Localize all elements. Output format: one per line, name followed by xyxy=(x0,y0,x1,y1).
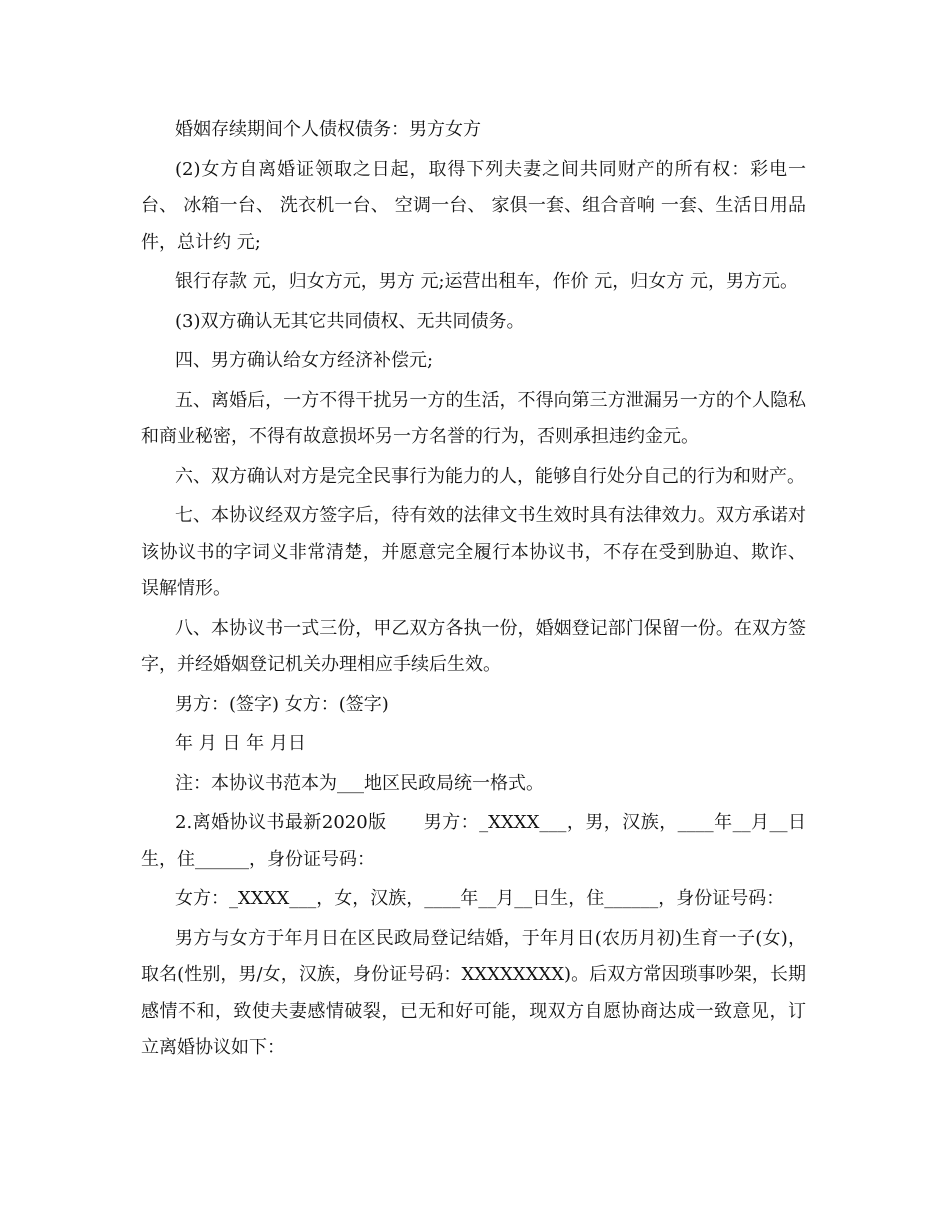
paragraph-shared-property: (2)女方自离婚证领取之日起，取得下列夫妻之间共同财产的所有权：彩电一台、 冰箱一台、 洗衣机一台、 空调一台、 家俱一套、组合音响 一套、生活日用品 件，总计约 元; xyxy=(141,158,812,253)
paragraph-clause-seven: 七、本协议经双方签字后，待有效的法律文书生效时具有法律效力。双方承诺对该协议书的字词义非常清楚，并愿意完全履行本协议书，不存在受到胁迫、欺诈、误解情形。 xyxy=(141,505,806,599)
paragraph-bank-deposits: 银行存款 元，归女方元，男方 元;运营出租车，作价 元，归女方 元，男方元。 xyxy=(175,271,798,292)
paragraph-clause-six: 六、双方确认对方是完全民事行为能力的人，能够自行处分自己的行为和财产。 xyxy=(175,465,805,487)
document-body xyxy=(141,112,812,1070)
paragraph-clause-four: 四、男方确认给女方经济补偿元; xyxy=(175,350,434,371)
date-line: 年 月 日 年 月日 xyxy=(175,733,306,754)
signature-line: 男方：(签字) 女方：(签字) xyxy=(175,693,389,715)
paragraph-marriage-background: 男方与女方于年月日在区民政局登记结婚，于年月日(农历月初)生育一子(女)，取名(性别，男/女，汉族，身份证号码：XXXXXXXX)。后双方常因琐事吵架，长期感情不和，致使夫妻感情破裂，已无和好可能，现双方自愿协商达成一致意见，订立离婚协议如下： xyxy=(141,927,806,1058)
paragraph-clause-eight: 八、本协议书一式三份，甲乙双方各执一份，婚姻登记部门保留一份。在双方签字，并经婚姻登记机关办理相应手续后生效。 xyxy=(141,617,806,675)
paragraph-personal-debts: 婚姻存续期间个人债权债务：男方女方 xyxy=(175,119,481,140)
paragraph-second-agreement-woman: 女方：_XXXX___，女，汉族，____年__月__日生，住______，身份证号码： xyxy=(175,888,785,909)
note-line: 注：本协议书范本为___地区民政局统一格式。 xyxy=(175,772,544,794)
paragraph-second-agreement-man: 2.离婚协议书最新2020版 男方：_XXXX___，男，汉族，____年__月__日生，住______，身份证号码： xyxy=(141,812,806,870)
paragraph-clause-five: 五、离婚后，一方不得干扰另一方的生活，不得向第三方泄漏另一方的个人隐私和商业秘密，不得有故意损坏另一方名誉的行为，否则承担违约金元。 xyxy=(141,389,806,447)
paragraph-no-shared-debts: (3)双方确认无其它共同债权、无共同债务。 xyxy=(175,310,525,332)
